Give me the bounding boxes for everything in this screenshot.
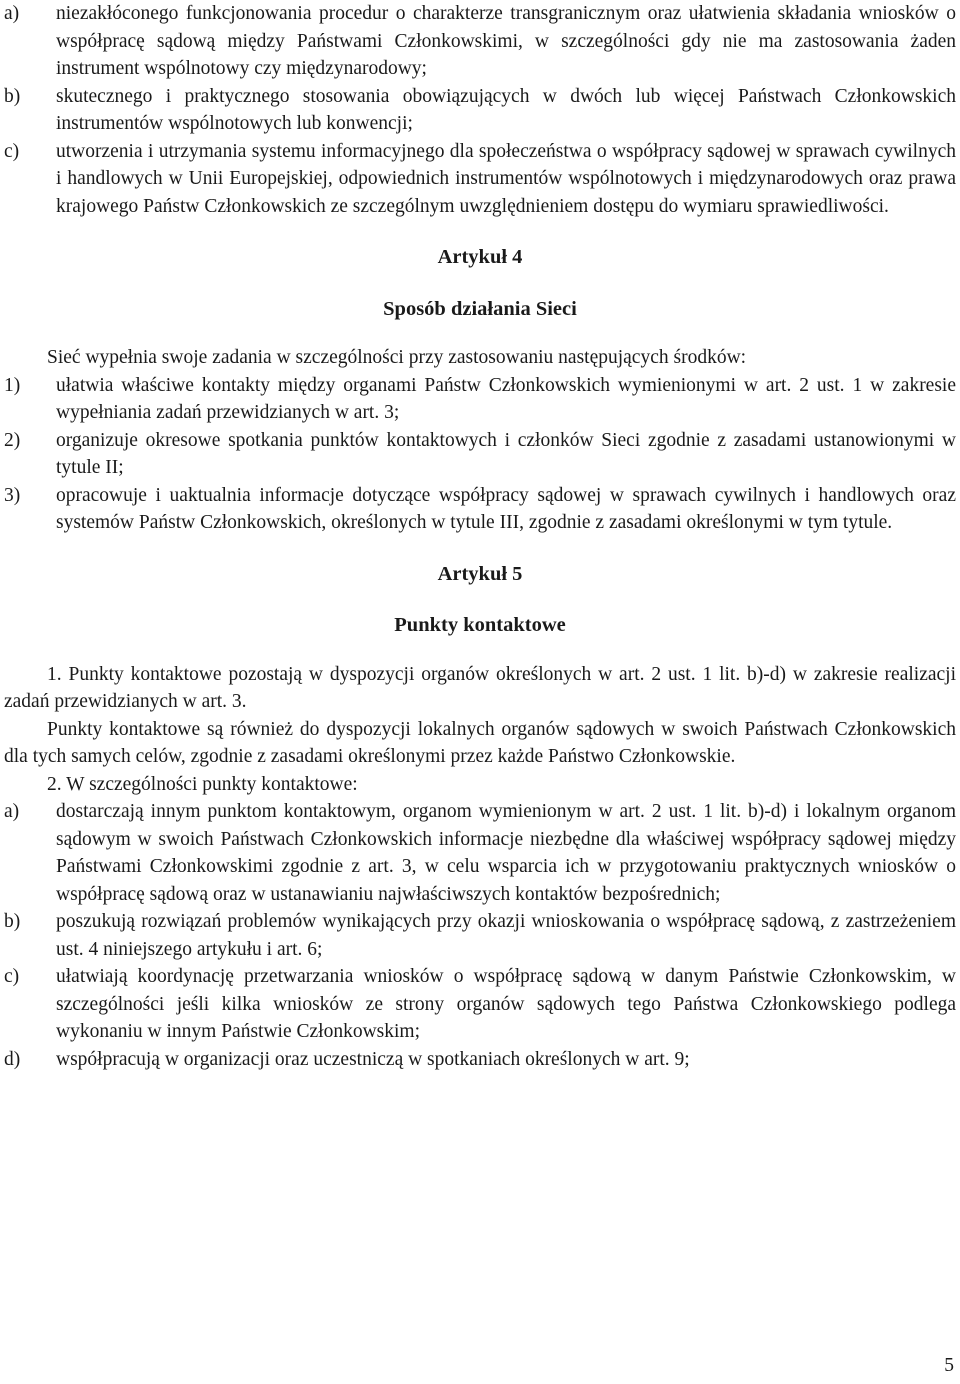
list-text: utworzenia i utrzymania systemu informacyjnego dla społeczeństwa o współpracy sądowej w sprawach cywilnych i handlowych w Unii Europejskiej, odpowiednich instrumentów wspólnotowych i międzynarodowych oraz prawa krajowego Państw Członkowskich ze szczególnym uwzględnieniem dostępu do wymiaru sprawiedliwości.	[56, 140, 956, 217]
list-marker: 3)	[4, 484, 21, 506]
article-5-paragraph-3: 2. W szczególności punkty kontaktowe:	[47, 773, 358, 795]
article-5-paragraph-1: 1. Punkty kontaktowe pozostają w dyspozycji organów określonych w art. 2 ust. 1 lit. b)-d) w zakresie realizacji zadań przewidzianych w art. 3.	[4, 663, 956, 712]
list-item	[4, 1046, 956, 1074]
list-text: dostarczają innym punktom kontaktowym, organom wymienionym w art. 2 ust. 1 lit. b)-d) i lokalnym organom sądowym w swoich Państwach Członkowskich informacje niezbędne dla właściwej współpracy sądowej między Państwami Członkowskimi zgodnie z art. 3, w celu wsparcia ich w przygotowaniu praktycznych wniosków o współpracę sądową oraz w ustanawianiu najwłaściwszych kontaktów bezpośrednich;	[56, 801, 956, 905]
list-text: poszukują rozwiązań problemów wynikających przy okazji wnioskowania o współpracę sądową, z zastrzeżeniem ust. 4 niniejszego artykułu i art. 6;	[56, 911, 956, 960]
list-item	[4, 372, 956, 427]
list-item	[4, 83, 956, 138]
list-marker: b)	[4, 85, 21, 107]
list-marker: c)	[4, 966, 20, 987]
article-4-subheading: Sposób działania Sieci	[383, 297, 577, 320]
list-marker: 1)	[4, 374, 21, 396]
list-text: ułatwiają koordynację przetwarzania wniosków o współpracę sądową w danym Państwie Członkowskim, w szczególności jeśli kilka wniosków ze strony organów sądowych tego Państwa Członkowskiego podlega wykonaniu w innym Państwie Członkowskim;	[56, 966, 956, 1042]
article-4-list	[4, 372, 956, 537]
list-marker: 2)	[4, 429, 21, 451]
list-item	[4, 963, 956, 1046]
list-text: niezakłóconego funkcjonowania procedur o charakterze transgranicznym oraz ułatwienia składania wniosków o współpracę sądową między Państwami Członkowskimi, w szczególności gdy nie ma zastosowania żaden instrument wspólnotowy czy międzynarodowy;	[56, 3, 956, 79]
list-text: opracowuje i uaktualnia informacje dotyczące współpracy sądowej w sprawach cywilnych i handlowych oraz systemów Państw Członkowskich, określonych w tytule III, zgodnie z zasadami określonymi w tym tytule.	[56, 484, 956, 533]
list-marker: d)	[4, 1048, 21, 1070]
list-marker: b)	[4, 911, 21, 932]
list-item	[4, 908, 956, 963]
list-item	[4, 482, 956, 537]
list-marker: c)	[4, 140, 20, 162]
article-4-heading: Artykuł 4	[437, 246, 523, 268]
list-marker: a)	[4, 3, 20, 24]
list-item	[4, 0, 956, 83]
page-number: 5	[944, 1355, 954, 1376]
list-item	[4, 138, 956, 221]
article-5-list	[4, 798, 956, 1073]
article-5-subheading: Punkty kontaktowe	[394, 614, 566, 636]
document-page	[4, 0, 956, 1073]
article-5-paragraph-2: Punkty kontaktowe są również do dyspozycji lokalnych organów sądowych w swoich Państwach Członkowskich dla tych samych celów, zgodnie z zasadami określonymi przez każde Państwo Członkowskie.	[4, 718, 956, 767]
list-top	[4, 0, 956, 220]
list-marker: a)	[4, 801, 20, 822]
list-item	[4, 427, 956, 482]
list-text: ułatwia właściwe kontakty między organami Państw Członkowskich wymienionymi w art. 2 ust. 1 w zakresie wypełniania zadań przewidzianych w art. 3;	[56, 374, 956, 423]
article-4-intro: Sieć wypełnia swoje zadania w szczególności przy zastosowaniu następujących środków:	[47, 347, 747, 368]
list-item	[4, 798, 956, 908]
list-text: skutecznego i praktycznego stosowania obowiązujących w dwóch lub więcej Państwach Członkowskich instrumentów wspólnotowych lub konwencji;	[56, 85, 956, 134]
list-text: współpracują w organizacji oraz uczestniczą w spotkaniach określonych w art. 9;	[56, 1048, 690, 1070]
list-text: organizuje okresowe spotkania punktów kontaktowych i członków Sieci zgodnie z zasadami ustanowionymi w tytule II;	[56, 429, 956, 478]
article-5-heading: Artykuł 5	[437, 562, 523, 585]
